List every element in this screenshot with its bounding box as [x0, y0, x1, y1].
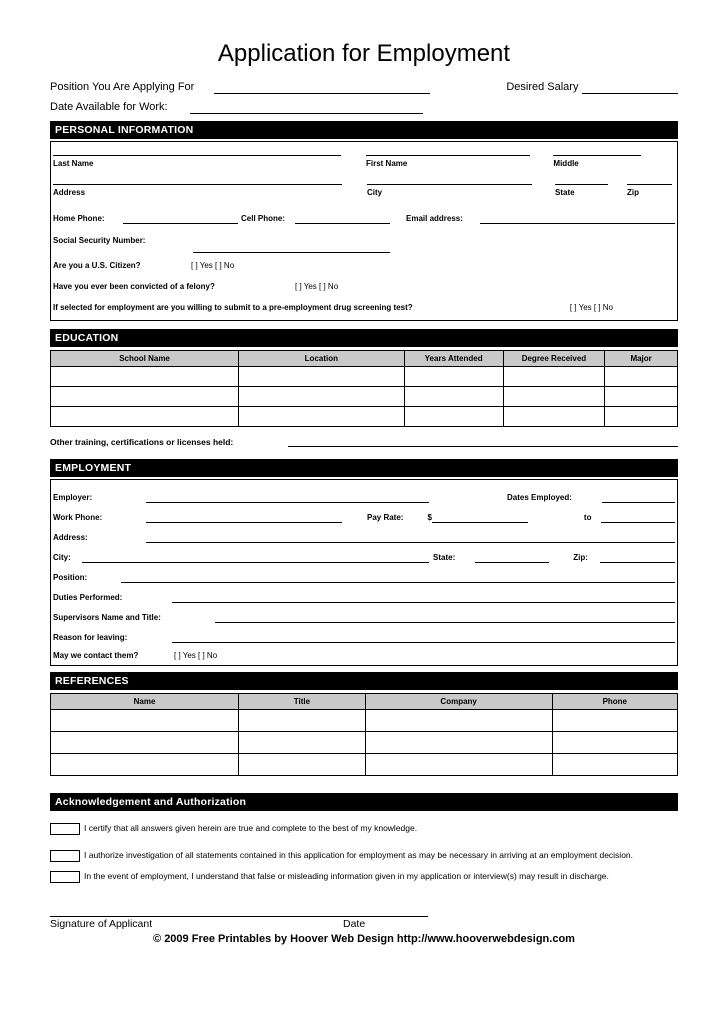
education-row-3	[51, 407, 678, 427]
education-cell[interactable]	[51, 407, 239, 427]
contact-yes-no-checkboxes[interactable]: [ ] Yes [ ] No	[174, 651, 218, 660]
references-row-3	[51, 754, 678, 776]
employment-header: EMPLOYMENT	[50, 459, 678, 477]
address-row	[53, 184, 675, 198]
references-cell[interactable]	[51, 754, 239, 776]
date-available-input-line[interactable]	[190, 102, 423, 114]
references-col-company: Company	[365, 694, 552, 710]
position-input-line[interactable]	[214, 82, 430, 94]
felony-yes-no-checkboxes[interactable]: [ ] Yes [ ] No	[295, 282, 339, 291]
drug-test-question-label: If selected for employment are you willing to submit to a pre-employment drug screening test?	[53, 303, 413, 312]
references-cell[interactable]	[552, 754, 677, 776]
references-cell[interactable]	[239, 754, 366, 776]
personal-information-header: PERSONAL INFORMATION	[50, 121, 678, 139]
dollar-sign-label: $	[427, 513, 432, 522]
date-available-label: Date Available for Work:	[50, 101, 168, 113]
education-header: EDUCATION	[50, 329, 678, 347]
ssn-input-line[interactable]	[193, 248, 390, 253]
education-cell[interactable]	[239, 387, 405, 407]
state-input-line[interactable]	[555, 184, 608, 185]
email-label: Email address:	[406, 214, 463, 223]
supervisor-label: Supervisors Name and Title:	[53, 613, 161, 622]
cell-phone-label: Cell Phone:	[241, 214, 286, 223]
pay-rate-to-label: to	[583, 513, 592, 522]
employer-address-input-line[interactable]	[146, 532, 675, 543]
references-cell[interactable]	[365, 732, 552, 754]
education-cell[interactable]	[51, 387, 239, 407]
authorize-checkbox[interactable]	[50, 850, 80, 862]
acknowledgement-item-1	[50, 823, 678, 835]
employer-state-input-line[interactable]	[475, 552, 549, 563]
phones-row	[53, 210, 675, 224]
desired-salary-label: Desired Salary	[506, 81, 579, 93]
city-input-line[interactable]	[367, 184, 532, 185]
reason-leaving-row	[53, 623, 675, 643]
references-cell[interactable]	[239, 732, 366, 754]
employer-address-row	[53, 523, 675, 543]
education-cell[interactable]	[239, 367, 405, 387]
employer-city-input-line[interactable]	[82, 552, 429, 563]
education-cell[interactable]	[51, 367, 239, 387]
cell-phone-input-line[interactable]	[295, 213, 390, 224]
references-col-title: Title	[239, 694, 366, 710]
pay-rate-label: Pay Rate:	[367, 513, 404, 522]
discharge-checkbox[interactable]	[50, 871, 80, 883]
other-training-row	[50, 434, 678, 447]
first-name-label: First Name	[366, 159, 408, 168]
felony-question-label: Have you ever been convicted of a felony?	[53, 282, 215, 291]
references-cell[interactable]	[365, 754, 552, 776]
dates-employed-input-line[interactable]	[602, 492, 675, 503]
email-input-line[interactable]	[480, 213, 675, 224]
acknowledgement-item-3	[50, 871, 678, 883]
desired-salary-input-line[interactable]	[582, 82, 678, 94]
education-cell[interactable]	[503, 387, 605, 407]
references-cell[interactable]	[552, 710, 677, 732]
education-cell[interactable]	[605, 367, 678, 387]
education-cell[interactable]	[503, 367, 605, 387]
education-col-years-attended: Years Attended	[404, 351, 503, 367]
certify-statement: I certify that all answers given herein are true and complete to the best of my knowledge.	[84, 823, 418, 833]
work-phone-input-line[interactable]	[146, 512, 342, 523]
home-phone-label: Home Phone:	[53, 214, 105, 223]
signature-block	[50, 891, 428, 932]
education-table	[50, 350, 678, 427]
certify-checkbox[interactable]	[50, 823, 80, 835]
education-col-school-name: School Name	[51, 351, 239, 367]
duties-input-line[interactable]	[172, 592, 675, 603]
references-row-2	[51, 732, 678, 754]
citizen-yes-no-checkboxes[interactable]: [ ] Yes [ ] No	[191, 261, 235, 270]
city-label: City	[367, 188, 383, 197]
references-col-phone: Phone	[552, 694, 677, 710]
position-held-label: Position:	[53, 573, 88, 582]
acknowledgement-header: Acknowledgement and Authorization	[50, 793, 678, 811]
education-row-1	[51, 367, 678, 387]
address-label: Address	[53, 188, 86, 197]
references-header: REFERENCES	[50, 672, 678, 690]
supervisor-row	[53, 603, 675, 623]
page-title: Application for Employment	[217, 40, 511, 67]
education-row-2	[51, 387, 678, 407]
signature-label: Signature of Applicant	[50, 918, 153, 930]
zip-label: Zip	[627, 188, 639, 197]
education-cell[interactable]	[404, 367, 503, 387]
position-held-input-line[interactable]	[121, 572, 675, 583]
employer-label: Employer:	[53, 493, 93, 502]
education-cell[interactable]	[404, 407, 503, 427]
reason-leaving-label: Reason for leaving:	[53, 633, 128, 642]
work-phone-label: Work Phone:	[53, 513, 103, 522]
other-training-label: Other training, certifications or licenses held:	[50, 437, 234, 447]
drug-test-question-row	[53, 303, 675, 313]
work-phone-row	[53, 503, 675, 523]
citizen-question-label: Are you a U.S. Citizen?	[53, 261, 141, 270]
references-table-header-row	[51, 694, 678, 710]
other-training-input-line[interactable]	[288, 436, 678, 447]
supervisor-input-line[interactable]	[215, 612, 675, 623]
education-cell[interactable]	[404, 387, 503, 407]
acknowledgement-item-2	[50, 850, 678, 862]
education-cell[interactable]	[239, 407, 405, 427]
felony-question-row	[53, 282, 675, 292]
employer-zip-label: Zip:	[573, 553, 588, 562]
drug-test-yes-no-checkboxes[interactable]: [ ] Yes [ ] No	[569, 303, 613, 312]
references-col-name: Name	[51, 694, 239, 710]
date-available-row	[50, 99, 678, 114]
position-label: Position You Are Applying For	[50, 81, 195, 93]
discharge-statement: In the event of employment, I understand that false or misleading information given in my application or interview(s) may result in discharge.	[84, 871, 609, 881]
last-name-input-line[interactable]	[53, 155, 341, 156]
duties-label: Duties Performed:	[53, 593, 123, 602]
copyright-footer: © 2009 Free Printables by Hoover Web Design http://www.hooverwebdesign.com	[153, 933, 575, 945]
ssn-label: Social Security Number:	[53, 236, 146, 245]
contact-question-row	[53, 643, 675, 661]
home-phone-input-line[interactable]	[123, 213, 238, 224]
employer-input-line[interactable]	[146, 492, 429, 503]
personal-information-section	[50, 141, 678, 321]
education-col-location: Location	[239, 351, 405, 367]
citizen-question-row	[53, 261, 675, 271]
name-row	[53, 155, 675, 169]
address-input-line[interactable]	[53, 184, 342, 185]
date-label: Date	[343, 918, 366, 930]
middle-name-label: Middle	[553, 159, 579, 168]
employer-city-row	[53, 543, 675, 563]
education-cell[interactable]	[605, 407, 678, 427]
signature-input-line[interactable]	[50, 891, 428, 917]
duties-row	[53, 583, 675, 603]
employer-zip-input-line[interactable]	[600, 552, 675, 563]
references-table	[50, 693, 678, 776]
references-row-1	[51, 710, 678, 732]
references-cell[interactable]	[51, 710, 239, 732]
employer-state-label: State:	[433, 553, 456, 562]
employment-section	[50, 479, 678, 666]
ssn-row	[53, 230, 675, 248]
pay-rate-to-input-line[interactable]	[601, 512, 675, 523]
last-name-label: Last Name	[53, 159, 94, 168]
dates-employed-label: Dates Employed:	[507, 493, 572, 502]
education-col-major: Major	[605, 351, 678, 367]
authorize-statement: I authorize investigation of all statements contained in this application for employment as may be necessary in arriving at an employment decision.	[84, 850, 634, 860]
position-held-row	[53, 563, 675, 583]
contact-question-label: May we contact them?	[53, 651, 139, 660]
position-row	[50, 79, 678, 94]
zip-input-line[interactable]	[627, 184, 672, 185]
education-cell[interactable]	[605, 387, 678, 407]
education-cell[interactable]	[503, 407, 605, 427]
first-name-input-line[interactable]	[366, 155, 530, 156]
references-cell[interactable]	[365, 710, 552, 732]
references-cell[interactable]	[51, 732, 239, 754]
reason-leaving-input-line[interactable]	[172, 632, 675, 643]
references-cell[interactable]	[552, 732, 677, 754]
education-table-header-row	[51, 351, 678, 367]
employer-row	[53, 483, 675, 503]
pay-rate-from-input-line[interactable]	[432, 512, 528, 523]
employer-address-label: Address:	[53, 533, 88, 542]
middle-name-input-line[interactable]	[553, 155, 641, 156]
references-cell[interactable]	[239, 710, 366, 732]
employer-city-label: City:	[53, 553, 71, 562]
state-label: State	[555, 188, 575, 197]
education-col-degree-received: Degree Received	[503, 351, 605, 367]
